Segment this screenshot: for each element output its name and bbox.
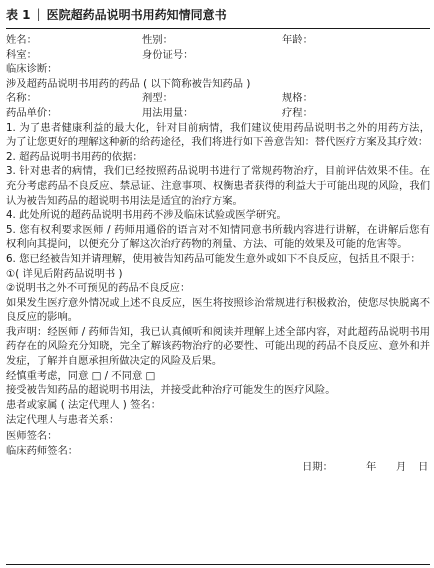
name-field: 姓名：	[6, 34, 37, 46]
gender-field: 性别：	[142, 34, 173, 46]
item-2: 2. 超药品说明书用药的依据：	[6, 150, 143, 163]
doctor-signature-row	[6, 429, 430, 445]
diagnosis-row	[6, 62, 430, 77]
patient-row-2	[6, 48, 430, 63]
item-1: 1. 为了患者健康利益的最大化，针对目前病情，我们建议使用药品说明书之外的用药方法，为了让您更好的理解这种新的给药途径，我们将进行如下善意告知：替代医疗方案及其疗效：	[6, 121, 430, 149]
item-6: 6. 您已经被告知并请理解，使用被告知药品可能发生意外或如下不良反应，包括且不限于：	[6, 252, 421, 265]
drug-row-2	[6, 106, 430, 121]
patient-signature-row	[6, 398, 430, 414]
drug-usage-field: 用法用量：	[142, 106, 194, 119]
reaction-2: ②说明书之外不可预见的药品不良反应：	[6, 282, 191, 295]
diagnosis-field: 临床诊断：	[6, 63, 58, 76]
drug-intro: 涉及超药品说明书用药的药品 ( 以下简称被告知药品 )	[6, 77, 251, 90]
item-4: 4. 此处所说的超药品说明书用药不涉及临床试验或医学研究。	[6, 209, 287, 222]
title-separator: |	[36, 7, 41, 21]
date-label: 日期：	[302, 460, 333, 473]
date-row	[6, 460, 430, 476]
date-day: 日	[418, 460, 429, 473]
bottom-rule	[6, 564, 430, 565]
table-title	[6, 0, 430, 29]
patient-row-1	[6, 33, 430, 48]
drug-row-1	[6, 91, 430, 106]
item-3: 3. 针对患者的病情，我们已经按照药品说明书进行了常规药物治疗，目前评估效果不佳。在充分考虑药品不良反应、禁忌证、注意事项、权衡患者获得的利益大于可能出现的风险，我们认为被告知药品的超说明书用法是适宜的治疗方案。	[6, 165, 430, 207]
date-year: 年	[366, 460, 377, 473]
dept-field: 科室：	[6, 48, 37, 61]
table-number: 表 1	[6, 7, 31, 22]
drug-course-field: 疗程：	[282, 106, 313, 119]
form-title: 医院超药品说明书用药知情同意书	[46, 7, 227, 22]
pharmacist-signature-label: 临床药师签名：	[6, 445, 79, 458]
drug-name-field: 名称：	[6, 92, 37, 105]
drug-form-field: 剂型：	[142, 92, 173, 105]
consent-accept: 接受被告知药品的超说明书用法，并接受此种治疗可能发生的医疗风险。	[6, 384, 336, 397]
age-field: 年龄：	[282, 34, 313, 46]
id-field: 身份证号：	[142, 48, 194, 61]
relation-label: 法定代理人与患者关系：	[6, 414, 120, 427]
form-body	[6, 29, 430, 476]
date-month: 月	[396, 460, 407, 473]
drug-price-field: 药品单价：	[6, 106, 58, 119]
drug-spec-field: 规格：	[282, 92, 313, 105]
pharmacist-signature-row	[6, 444, 430, 460]
consent-choice: 经慎重考虑，同意 □ / 不同意 □	[6, 369, 156, 382]
relation-row	[6, 413, 430, 429]
doctor-signature-label: 医师签名：	[6, 429, 58, 442]
patient-signature-label: 患者或家属 ( 法定代理人 ) 签名：	[6, 398, 161, 411]
reaction-1: ①( 详见后附药品说明书 )	[6, 267, 123, 280]
consent-form	[6, 0, 430, 476]
drug-intro-row	[6, 77, 430, 92]
reaction-note: 如果发生医疗意外情况或上述不良反应，医生将按照诊治常规进行积极救治，使您尽快脱离不良反应的影响。	[6, 296, 430, 324]
patient-statement: 我声明：经医师 / 药师告知，我已认真倾听和阅读并理解上述全部内容，对此超药品说明书用药存在的风险充分知晓，完全了解该药物治疗的必要性、可能出现的药品不良反应、意外和并发症，了解并自愿承担所做决定的风险及后果。	[6, 325, 430, 368]
item-5: 5. 您有权利要求医师 / 药师用通俗的语言对不知情同意书所载内容进行讲解，在讲解后您有权利向其提问，以便充分了解这次治疗药物的剂量、方法、可能的效果及可能的危害等。	[6, 223, 430, 251]
